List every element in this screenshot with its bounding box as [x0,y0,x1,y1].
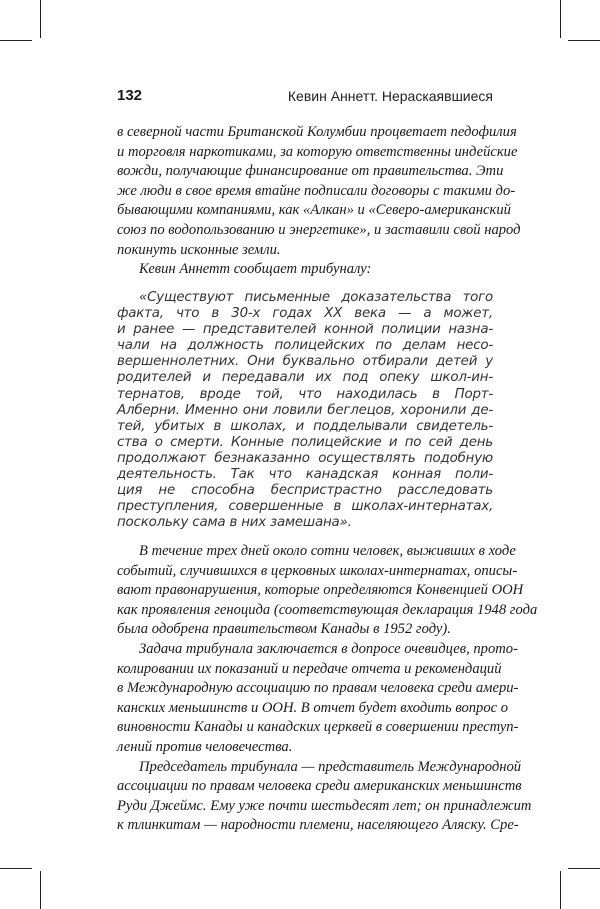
crop-mark [40,871,41,909]
text-line: к тлинкитам — народности племени, населяющего Аляску. Сре- [117,817,519,834]
text-line: чали на должность полицейских по делам несо- [117,338,493,354]
text-line: Председатель трибунала — представитель Международной [139,758,522,775]
text-line: бывающими компаниями, как «Алкан» и «Северо-американский [117,202,511,219]
text-line: в северной части Британской Колумбии процветает педофилия [117,124,517,140]
text-line: ства о смерти. Конные полицейские и по сей день [117,434,493,450]
text-line: Кевин Аннетт сообщает трибуналу: [139,261,372,278]
crop-mark [568,868,600,869]
text-line: тей, убитых в школах, и подделывали свидетель- [117,418,493,434]
text-line: преступления, совершенные в школах-интернатах, [117,499,493,515]
text-line: Задача трибунала заключается в допросе очевидцев, прото- [139,640,518,657]
crop-mark [560,0,561,38]
text-line: факта, что в 30-х годах XX века — а может, [117,306,493,322]
crop-mark [568,40,600,41]
text-line: союз по водопользованию и энергетике», и заставили свой народ [117,221,521,238]
text-line: поскольку сама в них замешана». [117,515,352,531]
text-line: продолжают безнаказанно осуществлять подобную [117,450,493,466]
crop-mark [0,868,32,869]
text-line: как проявления геноцида (соответствующая декларация 1948 года [117,601,538,618]
text-line: же люди в свое время втайне подписали договоры с такими до- [117,182,516,199]
text-line: была одобрена правительством Канады в 1952 году). [117,621,451,638]
crop-mark [560,871,561,909]
text-line: и ранее — представителей конной полиции назна- [117,322,493,338]
page-number: 132 [117,87,143,104]
text-line: ция не способна беспристрастно расследовать [117,483,493,499]
handwritten-quote [117,290,493,531]
text-line: событий, случившихся в церковных школах-интернатах, описы- [117,562,518,579]
running-head: Кевин Аннетт. Нераскаявшиеся [287,88,493,104]
text-line: вершеннолетних. Они буквально отбирали детей у [117,354,493,370]
text-line: лений против человечества. [117,738,293,755]
text-line: «Существуют письменные доказательства того [139,290,493,305]
text-line: вают правонарушения, которые определяются Конвенцией ООН [117,582,524,599]
crop-mark [40,0,41,38]
text-line: родителей и передавали их под опеку школ-ин- [117,370,493,386]
body-paragraphs [117,542,538,836]
intro-paragraph [117,123,521,280]
text-line: канских меньшинств и ООН. В отчет будет входить вопрос о [117,699,509,716]
text-line: В течение трех дней около сотни человек, выживших в ходе [139,543,516,559]
text-line: тернатов, вроде той, что находилась в Порт- [117,386,493,402]
text-line: ассоциации по правам человека среди американских меньшинств [117,778,522,795]
text-line: в Международную ассоциацию по правам человека среди амери- [117,680,519,697]
crop-mark [0,40,32,41]
text-line: виновности Канады и канадских церквей в совершении преступ- [117,719,519,736]
text-line: деятельность. Так что канадская конная поли- [117,467,493,483]
text-line: вожди, получающие финансирование от правительства. Эти [117,163,504,180]
text-line: и торговля наркотиками, за которую ответственны индейские [117,143,518,160]
text-line: покинуть исконные земли. [117,241,281,258]
text-line: Руди Джеймс. Ему уже почти шестьдесят лет; он принадлежит [117,797,532,814]
text-line: Алберни. Именно они ловили беглецов, хоронили де- [117,402,493,418]
text-line: колировании их показаний и передаче отчета и рекомендаций [117,660,502,677]
